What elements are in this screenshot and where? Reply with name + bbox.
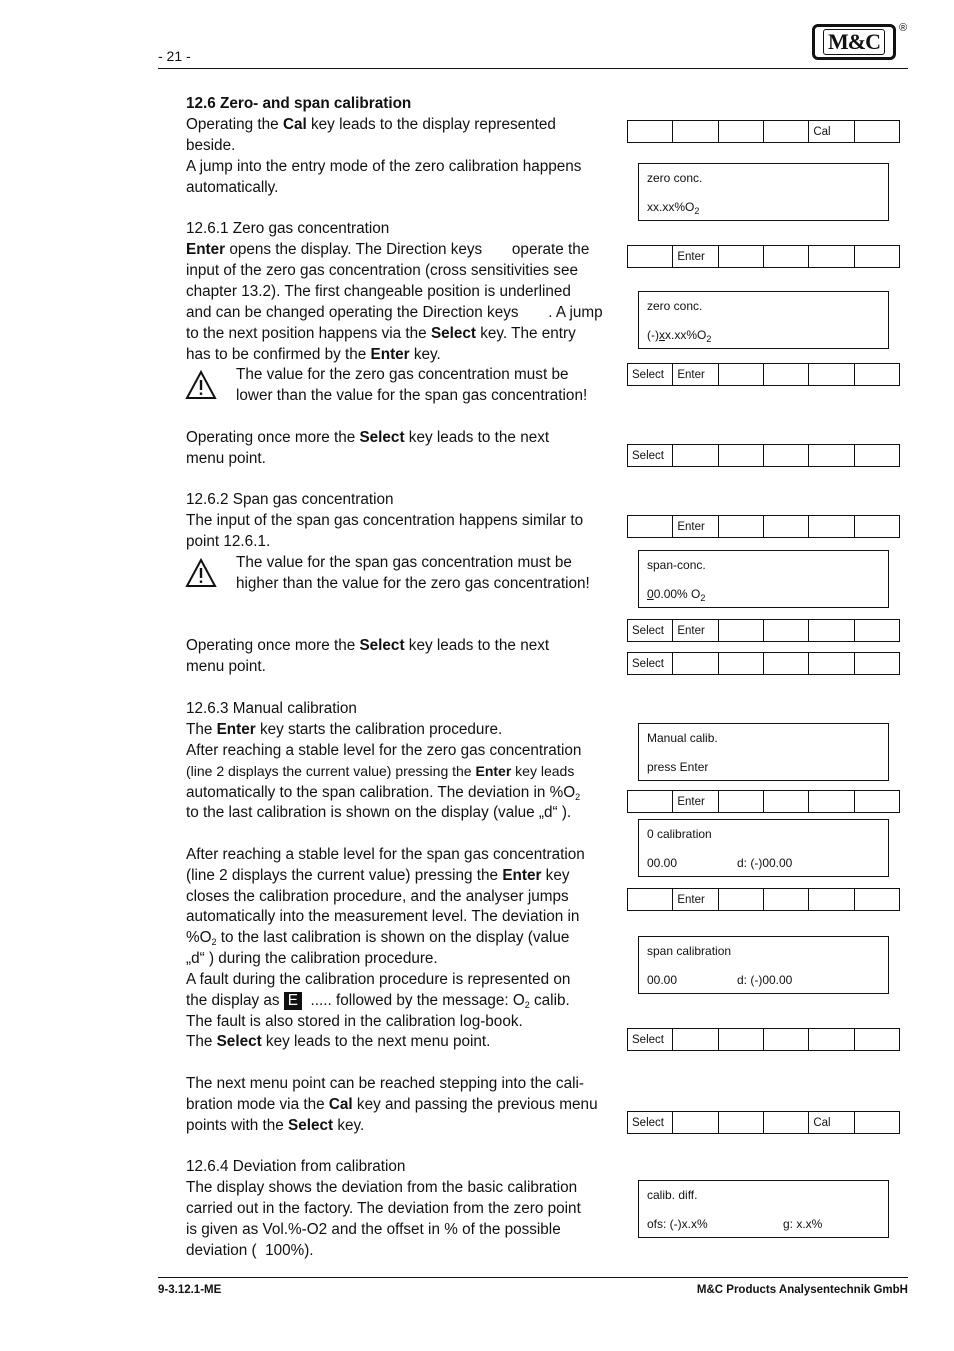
key-4[interactable] bbox=[763, 364, 808, 385]
key-4[interactable] bbox=[763, 1029, 808, 1050]
text-line: Operating once more the Select key leads to the next bbox=[186, 637, 550, 654]
select-key[interactable]: Select bbox=[632, 368, 664, 381]
key-4[interactable] bbox=[763, 620, 808, 641]
display-deviation: d: (-)00.00 bbox=[737, 856, 793, 870]
display-deviation: d: (-)00.00 bbox=[737, 973, 793, 987]
display-line-1: calib. diff. bbox=[647, 1188, 698, 1202]
display-line-2: $(-)xx.xx\%O_2$ bbox=[647, 328, 712, 344]
key-row bbox=[627, 120, 900, 143]
lcd-display-zero-calibration bbox=[638, 819, 889, 877]
key-row bbox=[627, 444, 900, 467]
key-4[interactable] bbox=[763, 246, 808, 267]
section-12-6-1-title: 12.6.1 Zero gas concentration bbox=[186, 220, 390, 237]
key-6[interactable] bbox=[854, 620, 899, 641]
key-4[interactable] bbox=[763, 889, 808, 910]
page-number: - 21 - bbox=[158, 48, 191, 64]
display-line-1: Manual calib. bbox=[647, 731, 718, 745]
key-4[interactable] bbox=[763, 653, 808, 674]
warning-icon bbox=[185, 370, 217, 400]
enter-key[interactable]: Enter bbox=[672, 364, 717, 385]
text-line: A fault during the calibration procedure is represented on bbox=[186, 971, 571, 988]
enter-key[interactable]: Enter bbox=[672, 620, 717, 641]
select-key[interactable]: Select bbox=[632, 1033, 664, 1046]
key-6[interactable] bbox=[854, 445, 899, 466]
key-5[interactable] bbox=[808, 653, 853, 674]
enter-key[interactable]: Enter bbox=[672, 889, 717, 910]
key-1[interactable] bbox=[628, 246, 672, 267]
warning-text: The value for the span gas concentration must be bbox=[236, 554, 572, 571]
key-row bbox=[627, 888, 900, 911]
key-3[interactable] bbox=[718, 121, 763, 142]
key-row bbox=[627, 1111, 900, 1134]
text-line: (line 2 displays the current value) pressing the Enter key leads bbox=[186, 763, 575, 779]
text-line: (line 2 displays the current value) pressing the Enter key bbox=[186, 867, 570, 884]
text-line: automatically into the measurement level. The deviation in bbox=[186, 908, 580, 925]
select-key[interactable]: Select bbox=[632, 1116, 664, 1129]
key-5[interactable] bbox=[808, 246, 853, 267]
text-line: input of the zero gas concentration (cross sensitivities see bbox=[186, 262, 578, 279]
text-line: points with the Select key. bbox=[186, 1117, 365, 1134]
key-6[interactable] bbox=[854, 653, 899, 674]
lcd-display-manual-calib bbox=[638, 723, 889, 781]
lcd-display-span-conc bbox=[638, 550, 889, 608]
key-4[interactable] bbox=[763, 445, 808, 466]
display-line-2: 00.00% $O_2$ bbox=[647, 587, 706, 603]
key-4[interactable] bbox=[763, 1112, 808, 1133]
key-6[interactable] bbox=[854, 1112, 899, 1133]
key-3[interactable] bbox=[718, 620, 763, 641]
select-key[interactable]: Select bbox=[632, 449, 664, 462]
key-row bbox=[627, 790, 900, 813]
enter-key[interactable]: Enter bbox=[672, 516, 717, 537]
enter-key[interactable]: Enter bbox=[672, 246, 717, 267]
display-line-2: ofs: (-)x.x% bbox=[647, 1217, 708, 1231]
cal-key[interactable]: Cal bbox=[808, 121, 853, 142]
text-line: automatically. bbox=[186, 179, 279, 196]
display-line-1: span calibration bbox=[647, 944, 732, 958]
section-12-6-title: 12.6 Zero- and span calibration bbox=[186, 95, 412, 112]
text-line: deviation ( 100%). bbox=[186, 1242, 314, 1259]
key-6[interactable] bbox=[854, 246, 899, 267]
text-line: has to be confirmed by the Enter key. bbox=[186, 346, 441, 363]
key-3[interactable] bbox=[718, 364, 763, 385]
key-6[interactable] bbox=[854, 364, 899, 385]
key-3[interactable] bbox=[718, 791, 763, 812]
text-line: menu point. bbox=[186, 658, 266, 675]
key-row bbox=[627, 245, 900, 268]
key-row bbox=[627, 652, 900, 675]
key-2[interactable] bbox=[672, 1112, 717, 1133]
key-6[interactable] bbox=[854, 121, 899, 142]
text-line: Enter opens the display. The Direction keys operate the bbox=[186, 241, 590, 258]
lcd-display-span-calibration bbox=[638, 936, 889, 994]
text-line: The display shows the deviation from the basic calibration bbox=[186, 1179, 578, 1196]
key-5[interactable] bbox=[808, 516, 853, 537]
key-5[interactable] bbox=[808, 620, 853, 641]
key-4[interactable] bbox=[763, 121, 808, 142]
cal-key[interactable]: Cal bbox=[808, 1112, 853, 1133]
key-row bbox=[627, 515, 900, 538]
key-3[interactable] bbox=[718, 445, 763, 466]
header-rule bbox=[158, 68, 908, 69]
display-line-2: 00.00 bbox=[647, 856, 678, 870]
text-line: closes the calibration procedure, and the analyser jumps bbox=[186, 888, 569, 905]
key-1[interactable] bbox=[628, 889, 672, 910]
text-line: automatically to the span calibration. The deviation in $\%O_2$ bbox=[186, 784, 581, 802]
key-3[interactable] bbox=[718, 653, 763, 674]
text-line: A jump into the entry mode of the zero calibration happens bbox=[186, 158, 582, 175]
text-line: Operating the Cal key leads to the display represented bbox=[186, 116, 556, 133]
key-3[interactable] bbox=[718, 1112, 763, 1133]
text-line: to the next position happens via the Select key. The entry bbox=[186, 325, 576, 342]
display-line-1: 0 calibration bbox=[647, 827, 712, 841]
section-12-6-3-title: 12.6.3 Manual calibration bbox=[186, 700, 357, 717]
text-line: The input of the span gas concentration happens similar to bbox=[186, 512, 584, 529]
footer-doc-id: 9-3.12.1-ME bbox=[158, 1284, 222, 1296]
text-line: „d“ ) during the calibration procedure. bbox=[186, 950, 438, 967]
company-logo bbox=[812, 24, 896, 60]
registered-mark: ® bbox=[899, 22, 908, 34]
warning-text: higher than the value for the zero gas concentration! bbox=[236, 575, 590, 592]
display-line-2: $xx.xx\%O_2$ bbox=[647, 200, 700, 216]
key-5[interactable] bbox=[808, 889, 853, 910]
select-key[interactable]: Select bbox=[632, 624, 664, 637]
logo-text: M&C bbox=[823, 29, 885, 55]
display-gain: g: x.x% bbox=[783, 1217, 823, 1231]
lcd-display-zero-conc-entry bbox=[638, 291, 889, 349]
display-line-1: span-conc. bbox=[647, 558, 706, 572]
enter-key[interactable]: Enter bbox=[672, 791, 717, 812]
text-line: The Select key leads to the next menu point. bbox=[186, 1033, 491, 1050]
footer-company: M&C Products Analysentechnik GmbH bbox=[696, 1284, 908, 1296]
text-line: Operating once more the Select key leads to the next bbox=[186, 429, 550, 446]
text-line: point 12.6.1. bbox=[186, 533, 271, 550]
display-line-2: 00.00 bbox=[647, 973, 678, 987]
text-line: The next menu point can be reached stepping into the cali- bbox=[186, 1075, 584, 1092]
text-line: carried out in the factory. The deviation from the zero point bbox=[186, 1200, 581, 1217]
key-2[interactable] bbox=[672, 1029, 717, 1050]
key-5[interactable] bbox=[808, 445, 853, 466]
key-2[interactable] bbox=[672, 445, 717, 466]
error-indicator: E bbox=[284, 992, 302, 1010]
display-line-2: press Enter bbox=[647, 760, 709, 774]
display-line-1: zero conc. bbox=[647, 171, 703, 185]
key-3[interactable] bbox=[718, 889, 763, 910]
key-2[interactable] bbox=[672, 653, 717, 674]
key-4[interactable] bbox=[763, 516, 808, 537]
text-line: is given as Vol.%-O2 and the offset in % of the possible bbox=[186, 1221, 561, 1238]
key-row bbox=[627, 619, 900, 642]
key-1[interactable] bbox=[628, 121, 672, 142]
key-1[interactable] bbox=[628, 516, 672, 537]
text-line: After reaching a stable level for the span gas concentration bbox=[186, 846, 585, 863]
key-5[interactable] bbox=[808, 1029, 853, 1050]
key-6[interactable] bbox=[854, 889, 899, 910]
key-6[interactable] bbox=[854, 1029, 899, 1050]
lcd-display-calib-diff bbox=[638, 1180, 889, 1238]
select-key[interactable]: Select bbox=[632, 657, 664, 670]
key-2[interactable] bbox=[672, 121, 717, 142]
key-1[interactable] bbox=[628, 791, 672, 812]
text-line: the display as E ..... followed by the message: $O_2$ calib. bbox=[186, 992, 570, 1010]
text-line: to the last calibration is shown on the display (value „d“ ). bbox=[186, 804, 572, 821]
key-row bbox=[627, 1028, 900, 1051]
key-6[interactable] bbox=[854, 516, 899, 537]
text-line: The fault is also stored in the calibration log-book. bbox=[186, 1013, 523, 1030]
lcd-display-zero-conc bbox=[638, 163, 889, 221]
text-line: The Enter key starts the calibration procedure. bbox=[186, 721, 503, 738]
key-3[interactable] bbox=[718, 516, 763, 537]
footer-rule bbox=[158, 1277, 908, 1278]
key-5[interactable] bbox=[808, 364, 853, 385]
warning-icon bbox=[185, 558, 217, 588]
text-line: menu point. bbox=[186, 450, 266, 467]
text-line: chapter 13.2). The first changeable position is underlined bbox=[186, 283, 571, 300]
key-3[interactable] bbox=[718, 1029, 763, 1050]
warning-text: lower than the value for the span gas concentration! bbox=[236, 387, 588, 404]
text-line: After reaching a stable level for the zero gas concentration bbox=[186, 742, 582, 759]
key-row bbox=[627, 363, 900, 386]
key-4[interactable] bbox=[763, 791, 808, 812]
text-line: $\%O_2$ to the last calibration is shown on the display (value bbox=[186, 929, 570, 947]
warning-text: The value for the zero gas concentration must be bbox=[236, 366, 569, 383]
section-12-6-4-title: 12.6.4 Deviation from calibration bbox=[186, 1158, 406, 1175]
text-line: beside. bbox=[186, 137, 236, 154]
section-12-6-2-title: 12.6.2 Span gas concentration bbox=[186, 491, 394, 508]
display-line-1: zero conc. bbox=[647, 299, 703, 313]
key-3[interactable] bbox=[718, 246, 763, 267]
text-line: and can be changed operating the Direction keys . A jump bbox=[186, 304, 603, 321]
key-5[interactable] bbox=[808, 791, 853, 812]
text-line: bration mode via the Cal key and passing the previous menu bbox=[186, 1096, 598, 1113]
key-6[interactable] bbox=[854, 791, 899, 812]
